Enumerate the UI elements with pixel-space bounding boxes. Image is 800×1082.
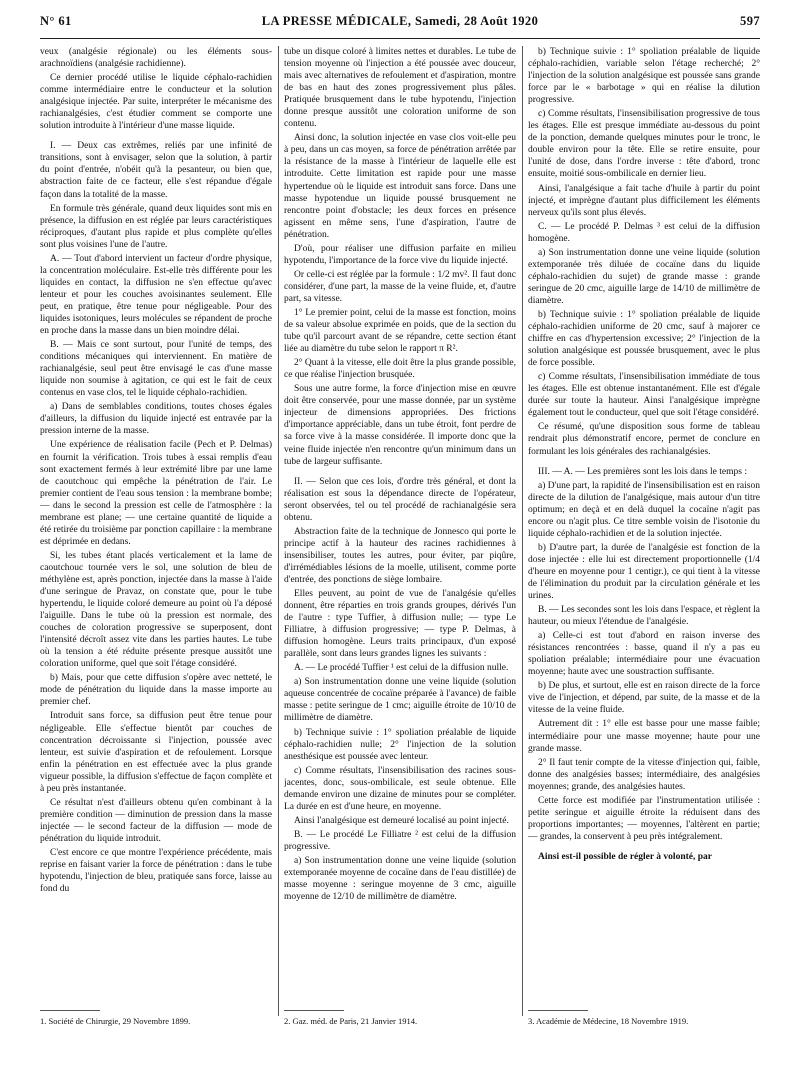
- paragraph: b) D'autre part, la durée de l'analgésie est fonction de la dose injectée : elle lui est directement proportionnelle (1/4 d'heure en moyenne pour 1 centigr.), ce qui tient à la vitesse de l'élimination du produit par la circulation générale et les urines.: [528, 542, 760, 602]
- issue-number: N° 61: [40, 14, 72, 28]
- paragraph: Ainsi, l'analgésique a fait tache d'huile à partir du point injecté, et imprègne d'autant plus difficilement les éléments nerveux qu'ils sont plus élevés.: [528, 183, 760, 218]
- paragraph: c) Comme résultats, l'insensibilisation des racines sous-jacentes, donc, sous-ombilicale, est seule obtenue. Elle demande environ une dizaine de minutes pour se compléter. La durée en est d'une heure, en moyenne.: [284, 765, 516, 812]
- paragraph: a) Son instrumentation donne une veine liquide (solution extemporanée moyenne de cocaïne dans de l'eau distillée) de masse moyenne : seringue moyenne de 3 cmc, aiguille moyenne de 12/10 de millimètre de diamètre.: [284, 856, 516, 903]
- paragraph: B. — Mais ce sont surtout, pour l'unité de temps, des conditions mécaniques qui interviennent. En matière de rachianalgésie, seul peut être envisagé le cas d'une masse liquide non soumise à agitation, ce qui est le fait de ceux contenus en vase clos, tel le liquide céphalo-rachidien.: [40, 340, 272, 399]
- journal-title: LA PRESSE MÉDICALE, Samedi, 28 Août 1920: [261, 14, 539, 28]
- text-column-1: [40, 46, 272, 1016]
- paragraph: D'où, pour réaliser une diffusion parfaite en milieu hypotendu, l'importance de la force vive du liquide injecté.: [284, 243, 516, 266]
- footnote-rule: [284, 1010, 344, 1011]
- paragraph: a) Son instrumentation donne une veine liquide (solution aqueuse concentrée de cocaïne préparée à l'avance) de faible masse : petite seringue de 1 cmc; aiguille étroite de 10/10 de millimètre de diamètre.: [284, 677, 516, 724]
- paragraph: II. — Selon que ces lois, d'ordre très général, et dont la réalisation est sous la dépendance directe de l'opérateur, seront observées, tel ou tel procédé de rachianalgésie sera obtenu.: [284, 476, 516, 523]
- paragraph: B. — Les secondes sont les lois dans l'espace, et règlent la hauteur, ou mieux l'étendue de l'analgésie.: [528, 605, 760, 628]
- paragraph: I. — Deux cas extrêmes, reliés par une infinité de transitions, sont à envisager, selon que la solution, à partir du point d'entrée, n'obéit qu'à la pesanteur, ou bien que, abstraction faite de ce facteur, elle s'est répandue d'égale façon dans la totalité de la masse.: [40, 141, 272, 200]
- column-separator: [278, 46, 279, 1016]
- paragraph: tube un disque coloré à limites nettes et durables. Le tube de tension moyenne où l'injection a été poussée avec douceur, mais avec alternatives de refoulement et d'aspiration, montre de bas en haut des zones progressivement plus pâles. Pratiquée brusquement dans le tube hypotendu, l'injection donne presque aussitôt une coloration uniforme de son contenu.: [284, 47, 516, 130]
- paragraph: Elles peuvent, au point de vue de l'analgésie qu'elles donnent, être réparties en trois grands groupes, dérivés l'un de l'autre : type Tuffier, à diffusion nulle; — type Le Filliatre, à diffusion progressive; — type P. Delmas, à diffusion homogène. Leurs traits principaux, d'un exposé parallèle, sont dans leurs grandes lignes les suivants :: [284, 589, 516, 660]
- paragraph: c) Comme résultats, l'insensibilisation progressive de tous les étages. Elle est presque immédiate au-dessous du point de la ponction, demande quelques minutes pour le tronc, le double environ pour la tête. Elle se retire ensuite, pour l'unité de dose, dans l'ordre inverse : tête d'abord, tronc ensuite, moitié sous-ombilicale en dernier lieu.: [528, 109, 760, 180]
- text-column-3: [528, 46, 760, 1016]
- paragraph: Abstraction faite de la technique de Jonnesco qui porte le principe actif à la hauteur des racines rachidiennes à insensibiliser, toutes les autres, pour éviter, par piqûre, d'irrémédiables lésions de la moelle, utilisent, comme porte d'entrée, des ponctions de siège lombaire.: [284, 526, 516, 585]
- text-column-2: [284, 46, 516, 1016]
- paragraph: Or celle-ci est réglée par la formule : 1/2 mv². Il faut donc considérer, d'une part, la masse de la veine fluide, et, d'autre part, sa vitesse.: [284, 269, 516, 304]
- paragraph: veux (analgésie régionale) ou les éléments sous-arachnoïdiens (analgésie rachidienne).: [40, 47, 272, 70]
- paragraph: Ainsi est-il possible de régler à volonté, par: [538, 851, 712, 862]
- paragraph: 1° Le premier point, celui de la masse est fonction, moins de sa valeur absolue exprimée en poids, que de la section du tube qu'il parcourt avant de se répandre, cette section étant liée au diamètre du tube selon le rapport π R².: [284, 307, 516, 355]
- paragraph: a) Son instrumentation donne une veine liquide (solution extemporanée très diluée de cocaïne dans du liquide céphalo-rachidien du sujet) de grande masse : grande seringue de 20 cmc, aiguille large de 14/10 de millimètre de diamètre.: [528, 247, 760, 306]
- paragraph: A. — Tout d'abord intervient un facteur d'ordre physique, la concentration moléculaire. Est-elle très différente pour les liquides en contact, la diffusion ne s'en effectue qu'avec lenteur et pour les couches avoisinantes seulement. Elle peut, en pratique, être tenue pour négligeable. Pour des liquides isotoniques, leurs molécules se répandent de proche en proche dans la masse dans un bien moindre délai.: [40, 253, 272, 337]
- paragraph: Ainsi donc, la solution injectée en vase clos voit-elle peu à peu, dans un cas moyen, sa force de pénétration arrêtée par la résistance de la masse à l'intérieur de laquelle elle est introduite. Cette limitation est rapide pour une masse hypertendue où le liquide est introduit sans force. Dans une masse hypotendue un liquide poussé brusquement ne rencontre point d'obstacle; les deux forces en présence agissent en même sens, l'une d'aspiration, l'autre de pénétration.: [284, 133, 516, 240]
- page-number: 597: [740, 14, 760, 28]
- paragraph: C. — Le procédé P. Delmas ³ est celui de la diffusion homogène.: [528, 221, 760, 244]
- paragraph: b) Mais, pour que cette diffusion s'opère avec netteté, le mode de pénétration du liquide dans la masse importe au premier chef.: [40, 673, 272, 708]
- paragraph: En formule très générale, quand deux liquides sont mis en présence, la diffusion en est réglée par leurs caractéristiques réciproques, d'autant plus rapide et plus complète qu'elles sont plus voisines l'une de l'autre.: [40, 203, 272, 250]
- paragraph: b) De plus, et surtout, elle est en raison directe de la force vive de l'injection, et dépend, par suite, de la masse et de la vitesse de la veine fluide.: [528, 681, 760, 716]
- paragraph: a) D'une part, la rapidité de l'insensibilisation est en raison directe de la dilution de l'analgésique, mais autour d'un titre optimum; en deçà et en delà duquel la cocaïne n'agit pas encore ou n'agit plus. Ce titre semble voisin de l'isotonie du liquide céphalo-rachidien et de la solution injectée.: [528, 480, 760, 539]
- footnote-1: 1. Société de Chirurgie, 29 Novembre 1899.: [40, 1016, 191, 1026]
- paragraph: Ainsi l'analgésique est demeuré localisé au point injecté.: [294, 815, 509, 826]
- paragraph: b) Technique suivie : 1° spoliation préalable de liquide céphalo-rachidien nulle; 2° l'injection de la solution anesthésique est poussée avec lenteur.: [284, 727, 516, 762]
- column-separator: [522, 46, 523, 1016]
- paragraph: C'est encore ce que montre l'expérience précédente, mais reprise en faisant varier la force de pénétration : dans le tube hypotendu, l'injection de bleu, pratiquée sans force, laisse au fond du: [40, 848, 272, 895]
- paragraph: Sous une autre forme, la force d'injection mise en œuvre doit être conservée, pour une masse donnée, par un système injecteur de dimensions appropriées. Des frictions d'importance appréciable, dans un tube étroit, font perdre de sa force vive à la masse considérée. Il importe donc que la veine fluide injectée n'en rencontre qu'un minimum dans un tube de largeur suffisante.: [284, 384, 516, 467]
- paragraph: B. — Le procédé Le Filliatre ² est celui de la diffusion progressive.: [284, 829, 516, 852]
- footnote-3: 3. Académie de Médecine, 18 Novembre 1919.: [528, 1016, 689, 1026]
- paragraph: III. — A. — Les premières sont les lois dans le temps :: [538, 466, 747, 477]
- paragraph: Autrement dit : 1° elle est basse pour une masse faible; intermédiaire pour une masse moyenne; haute pour une grande masse.: [528, 719, 760, 754]
- paragraph: A. — Le procédé Tuffier ¹ est celui de la diffusion nulle.: [294, 663, 509, 674]
- header-rule: [40, 38, 760, 39]
- paragraph: Ce résumé, qu'une disposition sous forme de tableau rendrait plus démonstratif encore, permet de conclure en formulant les lois générales des rachianalgésies.: [528, 422, 760, 457]
- footnote-rule: [528, 1010, 588, 1011]
- paragraph: 2° Quant à la vitesse, elle doit être la plus grande possible, ce que réalise l'injection brusquée.: [284, 358, 516, 381]
- paragraph: b) Technique suivie : 1° spoliation préalable de liquide céphalo-rachidien, variable selon l'étage recherché; 2° l'injection de la solution analgésique est poussée sans grande force par le « barbotage » qui en réalise la dilution progressive.: [528, 47, 760, 106]
- paragraph: Cette force est modifiée par l'instrumentation utilisée : petite seringue et aiguille étroite la réduisent dans des proportions importantes; — moyennes, l'altèrent en partie; — grandes, la conservent à peu près intégralement.: [528, 795, 760, 842]
- paragraph: 2° Il faut tenir compte de la vitesse d'injection qui, faible, donne des analgésies basses; intermédiaire, des analgésies moyennes; grande, des analgésies hautes.: [528, 757, 760, 792]
- paragraph: Une expérience de réalisation facile (Pech et P. Delmas) en fournit la vérification. Trois tubes à essai remplis d'eau sont exactement fermés à leur extrémité libre par une lame de caoutchouc qui empêche la pénétration de l'air. Le premier contient de l'eau sous tension : la membrane bombe; — dans le second la pression est celle de l'atmosphère : la membrane est plane; — une certaine quantité de liquide a été retirée du troisième par ponction capillaire : la membrane est déprimée en dedans.: [40, 440, 272, 547]
- footnote-2: 2. Gaz. méd. de Paris, 21 Janvier 1914.: [284, 1016, 418, 1026]
- paragraph: a) Dans de semblables conditions, toutes choses égales d'ailleurs, la diffusion du liquide injecté est entravée par la pression interne de la masse.: [40, 402, 272, 437]
- paragraph: Ce résultat n'est d'ailleurs obtenu qu'en combinant à la première condition — diminution de pression dans la masse injectée — le second facteur de la diffusion — mode de pénétration du liquide introduit.: [40, 797, 272, 844]
- paragraph: b) Technique suivie : 1° spoliation préalable de liquide céphalo-rachidien uniforme de 20 cmc, sauf à majorer ce chiffre en cas d'hypertension excessive; 2° l'injection de la solution analgésique est poussée brusquement, avec le plus de force possible.: [528, 309, 760, 369]
- paragraph: a) Celle-ci est tout d'abord en raison inverse des résistances rencontrées : basse, quand il n'y a pas eu spoliation préalable; intermédiaire pour une évacuation moyenne; haute avec une soustraction suffisante.: [528, 631, 760, 678]
- paragraph: c) Comme résultats, l'insensibilisation immédiate de tous les étages. Elle est obtenue instantanément. Elle est d'égale durée sur toute la hauteur. Ainsi l'analgésique imprègne également tout le conducteur, quel que soit l'étage considéré.: [528, 372, 760, 419]
- running-header: [40, 14, 760, 34]
- paragraph: Si, les tubes étant placés verticalement et la lame de caoutchouc tournée vers le sol, une solution de bleu de méthylène est, après ponction, injectée dans la masse à l'aide d'une seringue de Pravaz, on constate que, pour le tube hypertendu, le liquide coloré demeure au point où l'a déposé l'aiguille. Dans le tube où la pression est normale, des couches de coloration progressive se superposent, dont l'intensité décroît assez vite dans les parties hautes. Le tube où la tension a été réduite présente presque aussitôt une coloration uniforme, quel que soit l'étage considéré.: [40, 550, 272, 670]
- paragraph: Introduit sans force, sa diffusion peut être tenue pour négligeable. Elle s'effectue bientôt par couches de concentration décroissante si l'injection, poussée avec lenteur, est suivie d'aspiration et de refoulement. Lorsque enfin la pénétration en est effectuée avec la plus grande vigueur possible, la diffusion s'effectue de façon complète et à peu près instantanée.: [40, 711, 272, 794]
- footnote-rule: [40, 1010, 100, 1011]
- paragraph: Ce dernier procédé utilise le liquide céphalo-rachidien comme intermédiaire entre le conducteur et la solution analgésique injectée. Par suite, interpréter le mécanisme des rachianalgésies, c'est étudier comment se comporte une solution introduite à l'intérieur d'une masse liquide.: [40, 73, 272, 132]
